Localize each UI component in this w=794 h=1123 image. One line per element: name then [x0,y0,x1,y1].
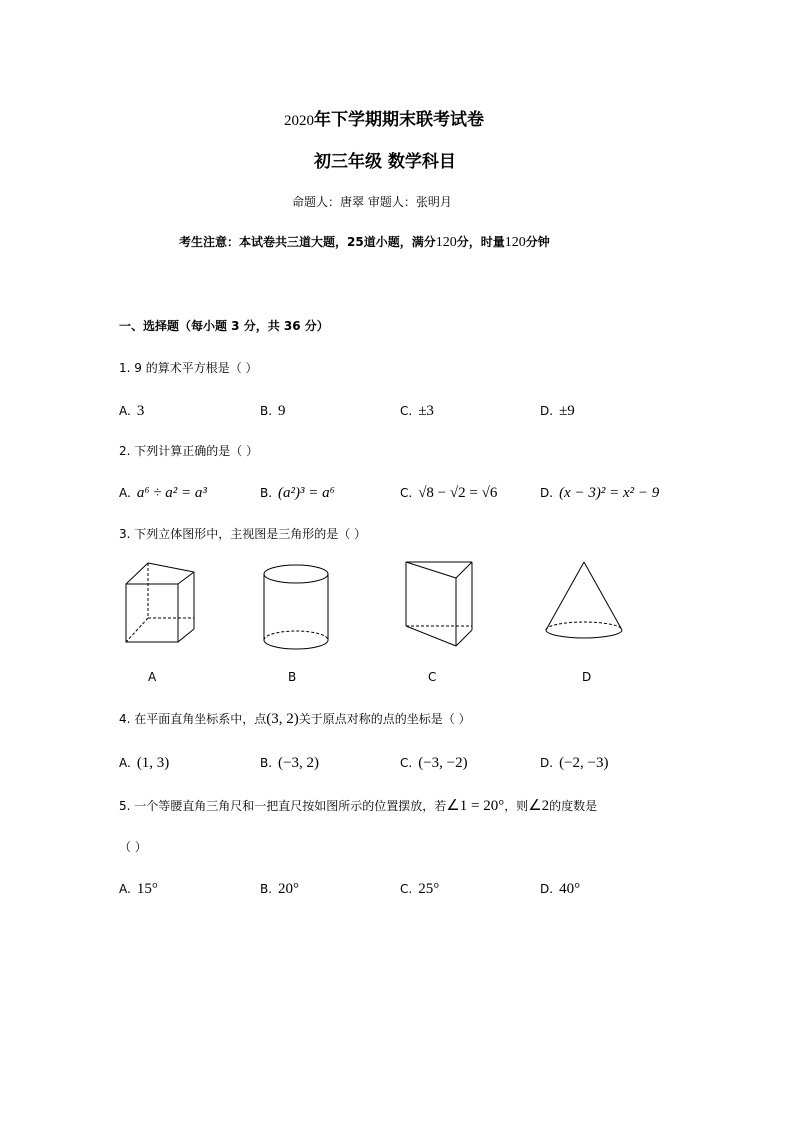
question-3 [119,525,366,542]
question-text-a: 一个等腰直角三角尺和一把直尺按如图所示的位置摆放，若 [134,799,447,813]
q2-option-b[interactable]: B. (a²)³ = a⁶ [260,485,335,501]
title-year: 2020 [284,113,314,129]
notice-time: 120 [504,235,526,250]
figure-label-d: D [582,670,592,684]
question-5 [119,796,597,815]
question-number: 2. [119,444,131,458]
q2-option-a[interactable]: A. a⁶ ÷ a² = a³ [119,485,207,501]
title-rest: 年下学期期末联考试卷 [314,110,484,130]
point-coordinates: (3, 2) [266,711,299,727]
cylinder-figure[interactable] [260,560,335,655]
question-text: 9 的算术平方根是（ ） [134,361,258,375]
question-text-a: 在平面直角坐标系中，点 [134,712,267,726]
question-2 [119,442,258,459]
q1-option-a[interactable]: A. 3 [119,403,145,419]
q2-option-c[interactable]: C. √8 − √2 = √6 [400,485,498,501]
question-text: 下列立体图形中，主视图是三角形的是（ ） [134,527,367,541]
exam-subtitle: 初三年级 数学科目 [314,152,456,172]
question-text-c: 的度数是 [549,799,598,813]
question-number: 4. [119,712,131,726]
question-text-b: ，则 [504,799,529,813]
q4-option-c[interactable]: C. (−3, −2) [400,755,468,771]
q4-option-a[interactable]: A. (1, 3) [119,755,170,771]
q4-option-b[interactable]: B. (−3, 2) [260,755,319,771]
exam-notice [179,233,550,251]
angle-2: ∠2 [528,798,550,814]
notice-label: 考生注意： [179,235,240,249]
q2-option-d[interactable]: D. (x − 3)² = x² − 9 [540,485,660,501]
question-number: 1. [119,361,131,375]
q1-option-b[interactable]: B. 9 [260,403,286,419]
cube-figure[interactable] [120,560,200,650]
figure-label-a: A [148,670,157,684]
q5-option-d[interactable]: D. 40° [540,881,581,897]
notice-text-b: 分，时量 [456,235,505,249]
notice-score: 120 [435,235,457,250]
q1-option-d[interactable]: D. ±9 [540,403,575,419]
q5-option-b[interactable]: B. 20° [260,881,300,897]
cone-figure[interactable] [542,558,627,648]
angle-1: ∠1 = 20° [446,798,505,814]
question-4 [119,710,471,728]
notice-text-c: 分钟 [525,235,550,249]
q5-option-c[interactable]: C. 25° [400,881,440,897]
q4-option-d[interactable]: D. (−2, −3) [540,755,609,771]
prism-figure[interactable] [400,558,475,653]
notice-text-a: 本试卷共三道大题，25道小题，满分 [239,235,436,249]
question-5-paren: （ ） [119,840,147,854]
authors-line: 命题人：唐翠 审题人：张明月 [292,195,452,209]
question-number: 3. [119,527,131,541]
figure-label-c: C [428,670,437,684]
exam-title [284,105,484,130]
question-number: 5. [119,799,131,813]
figure-label-b: B [288,670,297,684]
section-heading: 一、选择题（每小题 3 分，共 36 分） [119,319,329,333]
q5-option-a[interactable]: A. 15° [119,881,158,897]
question-text: 下列计算正确的是（ ） [134,444,259,458]
question-1 [119,359,258,376]
question-text-b: 关于原点对称的点的坐标是（ ） [298,712,471,726]
q1-option-c[interactable]: C. ±3 [400,403,434,419]
